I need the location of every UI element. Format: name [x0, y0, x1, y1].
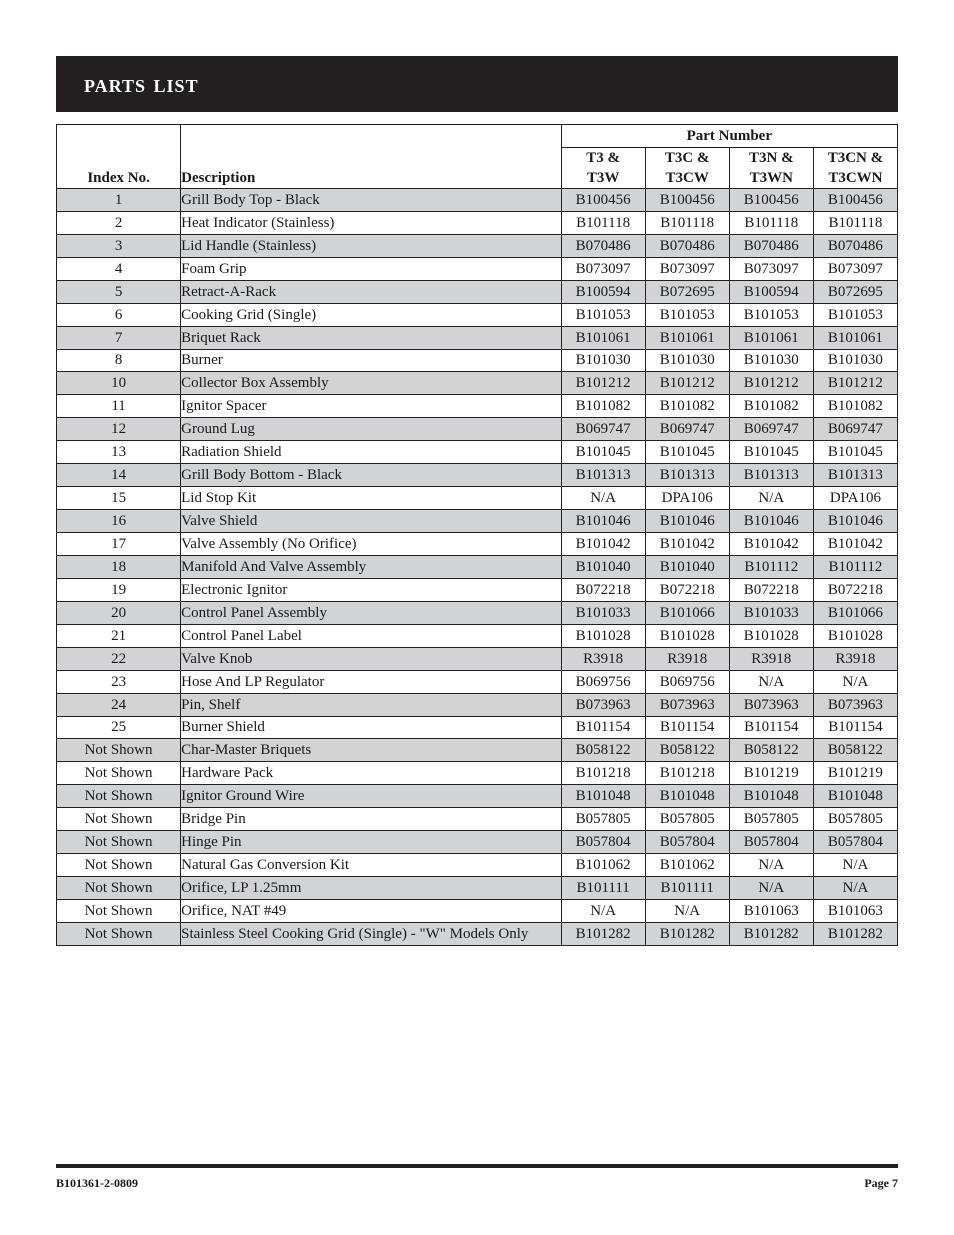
part-number-cell: B073963 — [729, 693, 813, 716]
part-number-cell: B101282 — [645, 922, 729, 945]
part-number-cell: B058122 — [813, 739, 897, 762]
part-number-cell: B101028 — [813, 624, 897, 647]
header-row-top — [57, 125, 898, 148]
description-cell: Control Panel Label — [181, 624, 561, 647]
table-row — [57, 762, 898, 785]
part-number-cell: B101219 — [813, 762, 897, 785]
part-number-cell: B101042 — [645, 533, 729, 556]
description-cell: Hose And LP Regulator — [181, 670, 561, 693]
index-cell: Not Shown — [57, 854, 181, 877]
part-number-cell: B101212 — [729, 372, 813, 395]
description-cell: Bridge Pin — [181, 808, 561, 831]
part-number-cell: B101061 — [645, 326, 729, 349]
part-number-cell: B073963 — [561, 693, 645, 716]
part-number-cell: B101040 — [645, 555, 729, 578]
part-number-cell: B057805 — [813, 808, 897, 831]
index-cell: 23 — [57, 670, 181, 693]
part-number-cell: B101030 — [729, 349, 813, 372]
table-row — [57, 464, 898, 487]
table-row — [57, 510, 898, 533]
description-cell: Manifold And Valve Assembly — [181, 555, 561, 578]
part-number-cell: B101062 — [645, 854, 729, 877]
part-number-cell: B101218 — [561, 762, 645, 785]
part-number-cell: B101154 — [813, 716, 897, 739]
description-cell: Char-Master Briquets — [181, 739, 561, 762]
part-number-cell: R3918 — [561, 647, 645, 670]
part-number-cell: N/A — [729, 877, 813, 900]
description-cell: Hinge Pin — [181, 831, 561, 854]
part-number-cell: B058122 — [729, 739, 813, 762]
part-number-cell: B101082 — [813, 395, 897, 418]
part-number-cell: B101313 — [561, 464, 645, 487]
description-cell: Heat Indicator (Stainless) — [181, 211, 561, 234]
part-number-cell: B101212 — [561, 372, 645, 395]
description-cell: Retract-A-Rack — [181, 280, 561, 303]
part-number-cell: B100456 — [645, 188, 729, 211]
header-model-t3cn: T3CN & T3CWN — [813, 147, 897, 188]
part-number-cell: B101082 — [645, 395, 729, 418]
part-number-cell: B057804 — [645, 831, 729, 854]
part-number-cell: B101028 — [561, 624, 645, 647]
part-number-cell: B101028 — [729, 624, 813, 647]
part-number-cell: B101112 — [729, 555, 813, 578]
part-number-cell: B073097 — [729, 257, 813, 280]
part-number-cell: B100456 — [729, 188, 813, 211]
part-number-cell: B101118 — [813, 211, 897, 234]
part-number-cell: B101045 — [813, 441, 897, 464]
table-row — [57, 854, 898, 877]
part-number-cell: B100456 — [561, 188, 645, 211]
part-number-cell: DPA106 — [813, 487, 897, 510]
part-number-cell: B101282 — [729, 922, 813, 945]
part-number-cell: N/A — [645, 900, 729, 923]
part-number-cell: B057805 — [645, 808, 729, 831]
part-number-cell: B069747 — [561, 418, 645, 441]
part-number-cell: B100456 — [813, 188, 897, 211]
table-row — [57, 211, 898, 234]
table-row — [57, 900, 898, 923]
table-row — [57, 487, 898, 510]
index-cell: 18 — [57, 555, 181, 578]
index-cell: 12 — [57, 418, 181, 441]
doc-number: B101361-2-0809 — [56, 1176, 138, 1190]
description-cell: Ground Lug — [181, 418, 561, 441]
index-cell: 4 — [57, 257, 181, 280]
part-number-cell: B072218 — [645, 578, 729, 601]
header-description: Description — [181, 125, 561, 189]
index-cell: Not Shown — [57, 922, 181, 945]
footer-rule — [56, 1164, 898, 1168]
description-cell: Cooking Grid (Single) — [181, 303, 561, 326]
part-number-cell: N/A — [729, 670, 813, 693]
part-number-cell: R3918 — [813, 647, 897, 670]
part-number-cell: B101045 — [729, 441, 813, 464]
part-number-cell: B100594 — [561, 280, 645, 303]
part-number-cell: B101053 — [561, 303, 645, 326]
index-cell: 17 — [57, 533, 181, 556]
part-number-cell: B072695 — [813, 280, 897, 303]
parts-table — [56, 124, 898, 946]
header-model-t3c: T3C & T3CW — [645, 147, 729, 188]
part-number-cell: B101042 — [561, 533, 645, 556]
index-cell: 13 — [57, 441, 181, 464]
table-row — [57, 922, 898, 945]
index-cell: 24 — [57, 693, 181, 716]
description-cell: Natural Gas Conversion Kit — [181, 854, 561, 877]
description-cell: Valve Shield — [181, 510, 561, 533]
part-number-cell: N/A — [813, 670, 897, 693]
part-number-cell: B101045 — [645, 441, 729, 464]
description-cell: Pin, Shelf — [181, 693, 561, 716]
part-number-cell: B101112 — [813, 555, 897, 578]
part-number-cell: B072695 — [645, 280, 729, 303]
index-cell: Not Shown — [57, 877, 181, 900]
description-cell: Orifice, LP 1.25mm — [181, 877, 561, 900]
description-cell: Valve Assembly (No Orifice) — [181, 533, 561, 556]
part-number-cell: B069756 — [561, 670, 645, 693]
part-number-cell: B101066 — [813, 601, 897, 624]
description-cell: Control Panel Assembly — [181, 601, 561, 624]
description-cell: Briquet Rack — [181, 326, 561, 349]
index-cell: 2 — [57, 211, 181, 234]
part-number-cell: B101313 — [729, 464, 813, 487]
part-number-cell: B057805 — [561, 808, 645, 831]
part-number-cell: B072218 — [561, 578, 645, 601]
part-number-cell: B101062 — [561, 854, 645, 877]
index-cell: 19 — [57, 578, 181, 601]
part-number-cell: B101045 — [561, 441, 645, 464]
part-number-cell: B073963 — [813, 693, 897, 716]
part-number-cell: B101218 — [645, 762, 729, 785]
part-number-cell: B101118 — [645, 211, 729, 234]
index-cell: 15 — [57, 487, 181, 510]
part-number-cell: B072218 — [813, 578, 897, 601]
description-cell: Ignitor Ground Wire — [181, 785, 561, 808]
part-number-cell: B073963 — [645, 693, 729, 716]
part-number-cell: B101030 — [813, 349, 897, 372]
part-number-cell: B069747 — [645, 418, 729, 441]
index-cell: 6 — [57, 303, 181, 326]
part-number-cell: B101048 — [729, 785, 813, 808]
part-number-cell: B101212 — [813, 372, 897, 395]
table-row — [57, 188, 898, 211]
part-number-cell: B101111 — [561, 877, 645, 900]
part-number-cell: B101053 — [813, 303, 897, 326]
description-cell: Collector Box Assembly — [181, 372, 561, 395]
index-cell: Not Shown — [57, 785, 181, 808]
table-row — [57, 372, 898, 395]
table-row — [57, 280, 898, 303]
part-number-cell: B101061 — [561, 326, 645, 349]
page-number: Page 7 — [864, 1176, 898, 1190]
table-row — [57, 739, 898, 762]
part-number-cell: B101066 — [645, 601, 729, 624]
index-cell: Not Shown — [57, 808, 181, 831]
part-number-cell: B101040 — [561, 555, 645, 578]
part-number-cell: B057805 — [729, 808, 813, 831]
part-number-cell: B101063 — [813, 900, 897, 923]
description-cell: Radiation Shield — [181, 441, 561, 464]
part-number-cell: B101033 — [729, 601, 813, 624]
part-number-cell: B101033 — [561, 601, 645, 624]
index-cell: 3 — [57, 234, 181, 257]
table-row — [57, 349, 898, 372]
description-cell: Ignitor Spacer — [181, 395, 561, 418]
part-number-cell: B101212 — [645, 372, 729, 395]
index-cell: 16 — [57, 510, 181, 533]
description-cell: Stainless Steel Cooking Grid (Single) - "W" Models Only — [181, 922, 561, 945]
part-number-cell: B101082 — [561, 395, 645, 418]
part-number-cell: B101028 — [645, 624, 729, 647]
header-part-number: Part Number — [561, 125, 897, 148]
part-number-cell: B101282 — [561, 922, 645, 945]
part-number-cell: N/A — [561, 900, 645, 923]
index-cell: 8 — [57, 349, 181, 372]
table-row — [57, 395, 898, 418]
part-number-cell: B101046 — [729, 510, 813, 533]
part-number-cell: B101046 — [645, 510, 729, 533]
table-row — [57, 601, 898, 624]
table-row — [57, 418, 898, 441]
part-number-cell: B101063 — [729, 900, 813, 923]
part-number-cell: B073097 — [813, 257, 897, 280]
part-number-cell: B101046 — [561, 510, 645, 533]
part-number-cell: N/A — [813, 877, 897, 900]
description-cell: Electronic Ignitor — [181, 578, 561, 601]
part-number-cell: B069747 — [729, 418, 813, 441]
part-number-cell: B070486 — [561, 234, 645, 257]
table-row — [57, 808, 898, 831]
part-number-cell: N/A — [813, 854, 897, 877]
table-row — [57, 785, 898, 808]
description-cell: Hardware Pack — [181, 762, 561, 785]
part-number-cell: B069756 — [645, 670, 729, 693]
part-number-cell: B057804 — [813, 831, 897, 854]
part-number-cell: B101118 — [729, 211, 813, 234]
part-number-cell: B101053 — [645, 303, 729, 326]
index-cell: Not Shown — [57, 831, 181, 854]
page-title: parts list — [84, 69, 199, 98]
part-number-cell: B101219 — [729, 762, 813, 785]
index-cell: Not Shown — [57, 762, 181, 785]
part-number-cell: DPA106 — [645, 487, 729, 510]
description-cell: Foam Grip — [181, 257, 561, 280]
part-number-cell: B100594 — [729, 280, 813, 303]
description-cell: Lid Stop Kit — [181, 487, 561, 510]
part-number-cell: B101154 — [729, 716, 813, 739]
part-number-cell: B101154 — [645, 716, 729, 739]
table-row — [57, 555, 898, 578]
index-cell: 22 — [57, 647, 181, 670]
part-number-cell: B101030 — [645, 349, 729, 372]
index-cell: Not Shown — [57, 739, 181, 762]
part-number-cell: B101048 — [561, 785, 645, 808]
table-row — [57, 257, 898, 280]
table-row — [57, 303, 898, 326]
page-title-bar — [56, 56, 898, 112]
part-number-cell: B070486 — [813, 234, 897, 257]
header-model-t3: T3 & T3W — [561, 147, 645, 188]
part-number-cell: N/A — [729, 854, 813, 877]
part-number-cell: B101082 — [729, 395, 813, 418]
part-number-cell: N/A — [729, 487, 813, 510]
part-number-cell: B101030 — [561, 349, 645, 372]
table-row — [57, 624, 898, 647]
table-row — [57, 533, 898, 556]
part-number-cell: B069747 — [813, 418, 897, 441]
table-row — [57, 670, 898, 693]
part-number-cell: B101154 — [561, 716, 645, 739]
index-cell: 20 — [57, 601, 181, 624]
description-cell: Grill Body Bottom - Black — [181, 464, 561, 487]
table-row — [57, 441, 898, 464]
index-cell: 14 — [57, 464, 181, 487]
table-row — [57, 877, 898, 900]
table-row — [57, 578, 898, 601]
part-number-cell: B101111 — [645, 877, 729, 900]
part-number-cell: B101313 — [645, 464, 729, 487]
part-number-cell: B058122 — [561, 739, 645, 762]
index-cell: Not Shown — [57, 900, 181, 923]
part-number-cell: B073097 — [645, 257, 729, 280]
index-cell: 1 — [57, 188, 181, 211]
part-number-cell: B101042 — [729, 533, 813, 556]
part-number-cell: B070486 — [645, 234, 729, 257]
part-number-cell: B057804 — [561, 831, 645, 854]
index-cell: 7 — [57, 326, 181, 349]
part-number-cell: B101061 — [729, 326, 813, 349]
part-number-cell: B072218 — [729, 578, 813, 601]
part-number-cell: B101053 — [729, 303, 813, 326]
part-number-cell: B101061 — [813, 326, 897, 349]
part-number-cell: B070486 — [729, 234, 813, 257]
part-number-cell: B058122 — [645, 739, 729, 762]
index-cell: 11 — [57, 395, 181, 418]
part-number-cell: R3918 — [729, 647, 813, 670]
header-model-t3n: T3N & T3WN — [729, 147, 813, 188]
part-number-cell: B101042 — [813, 533, 897, 556]
table-row — [57, 326, 898, 349]
index-cell: 25 — [57, 716, 181, 739]
part-number-cell: B101048 — [645, 785, 729, 808]
table-row — [57, 234, 898, 257]
description-cell: Valve Knob — [181, 647, 561, 670]
part-number-cell: B101046 — [813, 510, 897, 533]
table-row — [57, 693, 898, 716]
description-cell: Orifice, NAT #49 — [181, 900, 561, 923]
parts-table-body — [57, 188, 898, 945]
table-row — [57, 831, 898, 854]
table-row — [57, 716, 898, 739]
description-cell: Burner — [181, 349, 561, 372]
description-cell: Burner Shield — [181, 716, 561, 739]
part-number-cell: B101313 — [813, 464, 897, 487]
part-number-cell: B057804 — [729, 831, 813, 854]
index-cell: 5 — [57, 280, 181, 303]
part-number-cell: N/A — [561, 487, 645, 510]
header-index: Index No. — [57, 125, 181, 189]
part-number-cell: B101118 — [561, 211, 645, 234]
part-number-cell: B101048 — [813, 785, 897, 808]
description-cell: Grill Body Top - Black — [181, 188, 561, 211]
part-number-cell: B101282 — [813, 922, 897, 945]
index-cell: 10 — [57, 372, 181, 395]
part-number-cell: R3918 — [645, 647, 729, 670]
part-number-cell: B073097 — [561, 257, 645, 280]
index-cell: 21 — [57, 624, 181, 647]
table-row — [57, 647, 898, 670]
description-cell: Lid Handle (Stainless) — [181, 234, 561, 257]
